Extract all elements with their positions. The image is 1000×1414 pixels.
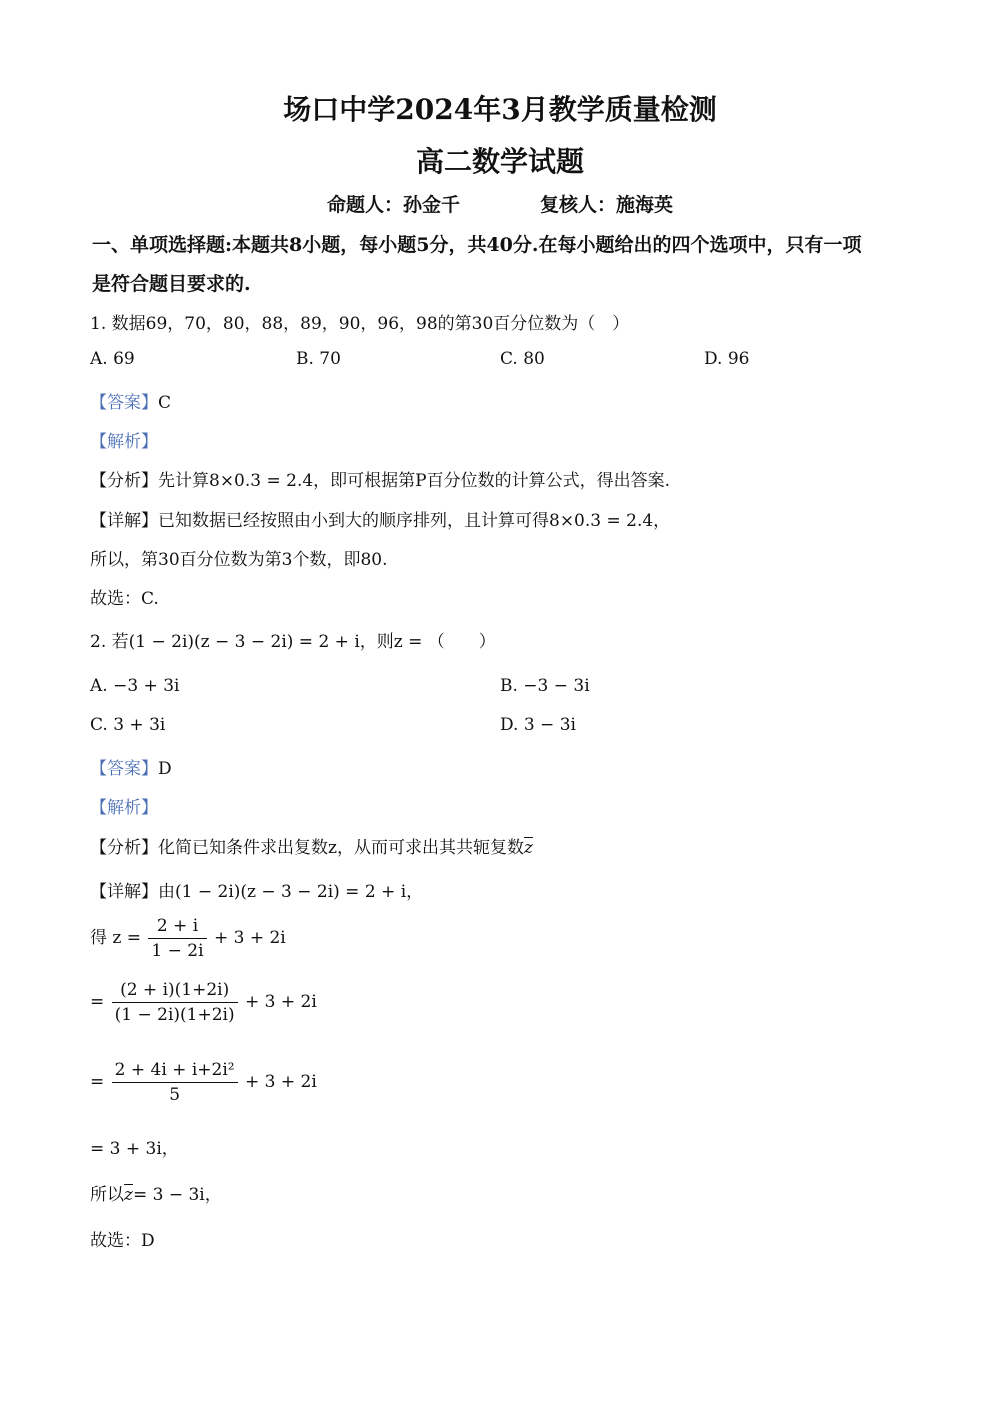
q1-detail — [90, 506, 670, 531]
fraction-denominator: 5 — [169, 1085, 181, 1105]
q2-step1 — [90, 916, 286, 961]
q2-step3-fraction — [112, 1060, 238, 1105]
q2-step3 — [90, 1060, 317, 1105]
analysis-label: 【解析】 — [90, 432, 158, 452]
detail-label: 【详解】 — [90, 882, 158, 902]
q2-stem-equation: (1 − 2i)(z − 3 − 2i) = 2 + i，则 — [128, 632, 394, 652]
q2-option-c: C. 3 + 3i — [90, 715, 166, 735]
reviewer-label: 复核人：施海英 — [540, 194, 674, 216]
q2-detail-text: 由(1 − 2i)(z − 3 − 2i) = 2 + i， — [158, 882, 424, 902]
q2-brief-conjugate: $\overline{z}$ — [523, 838, 533, 858]
q2-step2-tail: + 3 + 2i — [245, 992, 317, 1012]
q2-step1-prefix: 得 z = — [90, 928, 142, 948]
q2-option-b: B. −3 − 3i — [500, 676, 590, 696]
brief-label: 【分析】 — [90, 838, 158, 858]
q2-stem-prefix: 2. 若 — [90, 632, 129, 652]
fraction-denominator: (1 − 2i)(1+2i) — [114, 1005, 235, 1025]
q1-answer — [90, 388, 171, 413]
q2-step1-fraction — [148, 916, 206, 961]
q1-choice: 故选：C. — [90, 589, 159, 609]
setter-label: 命题人：孙金千 — [326, 194, 460, 216]
q1-detail-text: 已知数据已经按照由小到大的顺序排列，且计算可得8×0.3 = 2.4， — [158, 511, 671, 531]
q2-analysis-heading — [90, 793, 158, 818]
q2-brief — [90, 833, 533, 858]
q2-step4: = 3 + 3i， — [90, 1139, 179, 1159]
q1-option-d: D. 96 — [704, 349, 750, 369]
fraction-numerator: (2 + i)(1+2i) — [112, 980, 238, 1003]
q1-detail-line2: 所以，第30百分位数为第3个数，即80. — [90, 550, 388, 570]
q2-result — [90, 1180, 222, 1205]
q2-answer — [90, 754, 172, 779]
fraction-numerator: 2 + 4i + i+2i² — [112, 1060, 238, 1083]
q2-option-a: A. −3 + 3i — [90, 676, 180, 696]
q1-option-c: C. 80 — [500, 349, 545, 369]
q2-result-conjugate: $\overline{z}$ — [124, 1185, 133, 1205]
q2-brief-text: 化简已知条件求出复数z，从而可求出其共轭复数 — [158, 838, 524, 858]
section-heading-line2: 是符合题目要求的. — [92, 273, 251, 295]
section-heading-line1: 一、单项选择题:本题共8小题，每小题5分，共40分.在每小题给出的四个选项中，只有一项 — [92, 234, 862, 256]
answer-label: 【答案】 — [90, 759, 158, 779]
answer-label: 【答案】 — [90, 393, 158, 413]
q2-option-d: D. 3 − 3i — [500, 715, 576, 735]
q1-option-b: B. 70 — [296, 349, 341, 369]
q2-choice: 故选：D — [90, 1231, 155, 1251]
q2-answer-value: D — [158, 759, 172, 779]
detail-label: 【详解】 — [90, 511, 158, 531]
q2-step2 — [90, 980, 317, 1025]
q2-result-tail: = 3 − 3i， — [132, 1185, 222, 1205]
page-subtitle: 高二数学试题 — [415, 145, 584, 178]
page-title: 场口中学2024年3月教学质量检测 — [283, 93, 717, 126]
q2-detail — [90, 877, 423, 902]
q2-stem — [90, 627, 496, 652]
q2-step2-fraction — [112, 980, 238, 1025]
equals-sign: = — [90, 1072, 105, 1092]
fraction-numerator: 2 + i — [148, 916, 206, 939]
brief-label: 【分析】 — [90, 471, 158, 491]
author-line — [0, 190, 1000, 217]
q1-answer-value: C — [158, 393, 172, 413]
q1-brief — [90, 466, 670, 491]
q2-stem-suffix: z = （ ） — [393, 632, 496, 652]
q1-stem: 1. 数据69，70，80，88，89，90，96，98的第30百分位数为（ ） — [90, 314, 630, 334]
q1-brief-text: 先计算8×0.3 = 2.4，即可根据第P百分位数的计算公式，得出答案. — [158, 471, 671, 491]
q1-analysis-heading — [90, 427, 158, 452]
analysis-label: 【解析】 — [90, 798, 158, 818]
q1-option-a: A. 69 — [90, 349, 135, 369]
fraction-denominator: 1 − 2i — [151, 941, 204, 961]
equals-sign: = — [90, 992, 105, 1012]
q2-step1-tail: + 3 + 2i — [213, 928, 286, 948]
q2-result-prefix: 所以 — [90, 1185, 124, 1205]
q2-step3-tail: + 3 + 2i — [244, 1072, 317, 1092]
